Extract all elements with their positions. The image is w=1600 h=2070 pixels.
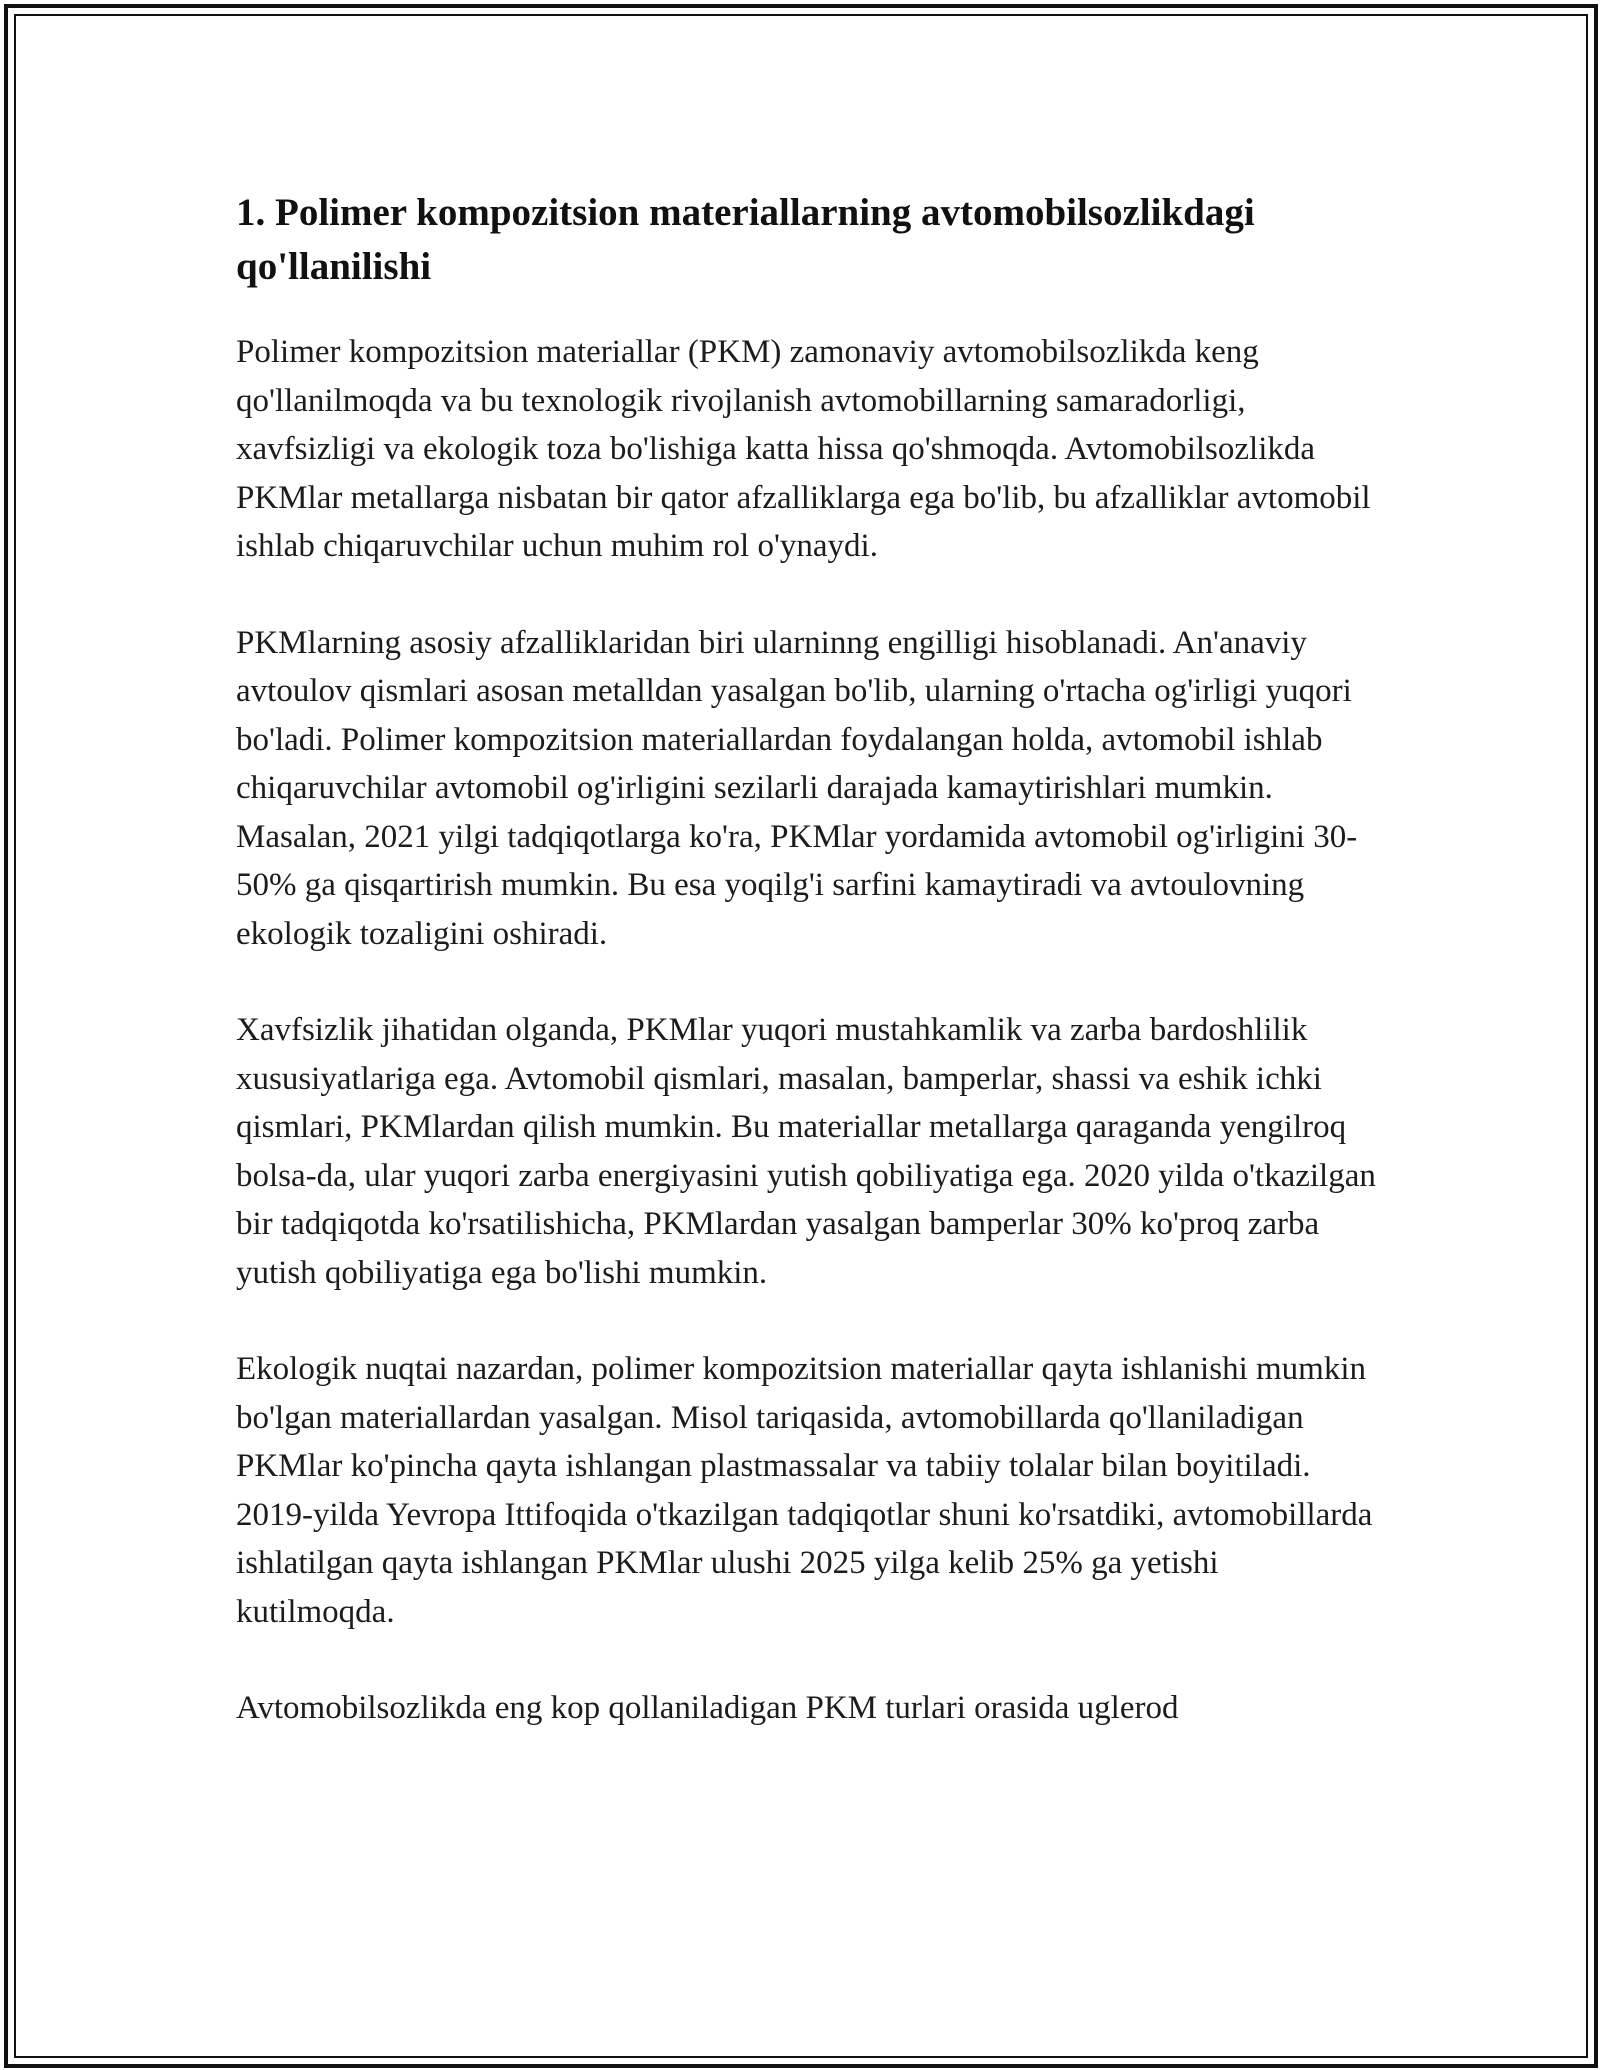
paragraph-lightness: PKMlarning asosiy afzalliklaridan biri ularninng engilligi hisoblanadi. An'anaviy avtoulov qismlari asosan metalldan yasalgan bo'lib, ularning o'rtacha og'irligi yuqori bo'ladi. Polimer kompozitsion materiallardan foydalangan holda, avtomobil ishlab chiqaruvchilar avtomobil og'irligini sezilarli darajada kamaytirishlari mumkin. Masalan, 2021 yilgi tadqiqotlarga ko'ra, PKMlar yordamida avtomobil og'irligini 30-50% ga qisqartirish mumkin. Bu esa yoqilg'i sarfini kamaytiradi va avtoulovning ekologik tozaligini oshiradi. (236, 624, 1358, 952)
paragraph-safety: Xavfsizlik jihatidan olganda, PKMlar yuqori mustahkamlik va zarba bardoshlilik xususiyatlariga ega. Avtomobil qismlari, masalan, bamperlar, shassi va eshik ichki qismlari, PKMlardan qilish mumkin. Bu materiallar metallarga qaraganda yengilroq bolsa-da, ular yuqori zarba energiyasini yutish qobiliyatiga ega. 2020 yilda o'tkazilgan bir tadqiqotda ko'rsatilishicha, PKMlardan yasalgan bamperlar 30% ko'proq zarba yutish qobiliyatiga ega bo'lishi mumkin. (236, 1012, 1376, 1291)
paragraph-pkm-types: Avtomobilsozlikda eng kop qollaniladigan PKM turlari orasida uglerod (236, 1690, 1179, 1726)
section-heading: 1. Polimer kompozitsion materiallarning avtomobilsozlikdagi qo'llanilishi (236, 191, 1255, 288)
paragraph-ecology: Ekologik nuqtai nazardan, polimer kompozitsion materiallar qayta ishlanishi mumkin bo'lgan materiallardan yasalgan. Misol tariqasida, avtomobillarda qo'llaniladigan PKMlar ko'pincha qayta ishlangan plastmassalar va tabiiy tolalar bilan boyitiladi. 2019-yilda Yevropa Ittifoqida o'tkazilgan tadqiqotlar shuni ko'rsatdiki, avtomobillarda ishlatilgan qayta ishlangan PKMlar ulushi 2025 yilga kelib 25% ga yetishi kutilmoqda. (236, 1351, 1373, 1630)
document-body (236, 186, 1376, 1781)
paragraph-intro: Polimer kompozitsion materiallar (PKM) zamonaviy avtomobilsozlikda keng qo'llanilmoqda va bu texnologik rivojlanish avtomobillarning samaradorligi, xavfsizligi va ekologik toza bo'lishiga katta hissa qo'shmoqda. Avtomobilsozlikda PKMlar metallarga nisbatan bir qator afzalliklarga ega bo'lib, bu afzalliklar avtomobil ishlab chiqaruvchilar uchun muhim rol o'ynaydi. (236, 334, 1371, 564)
